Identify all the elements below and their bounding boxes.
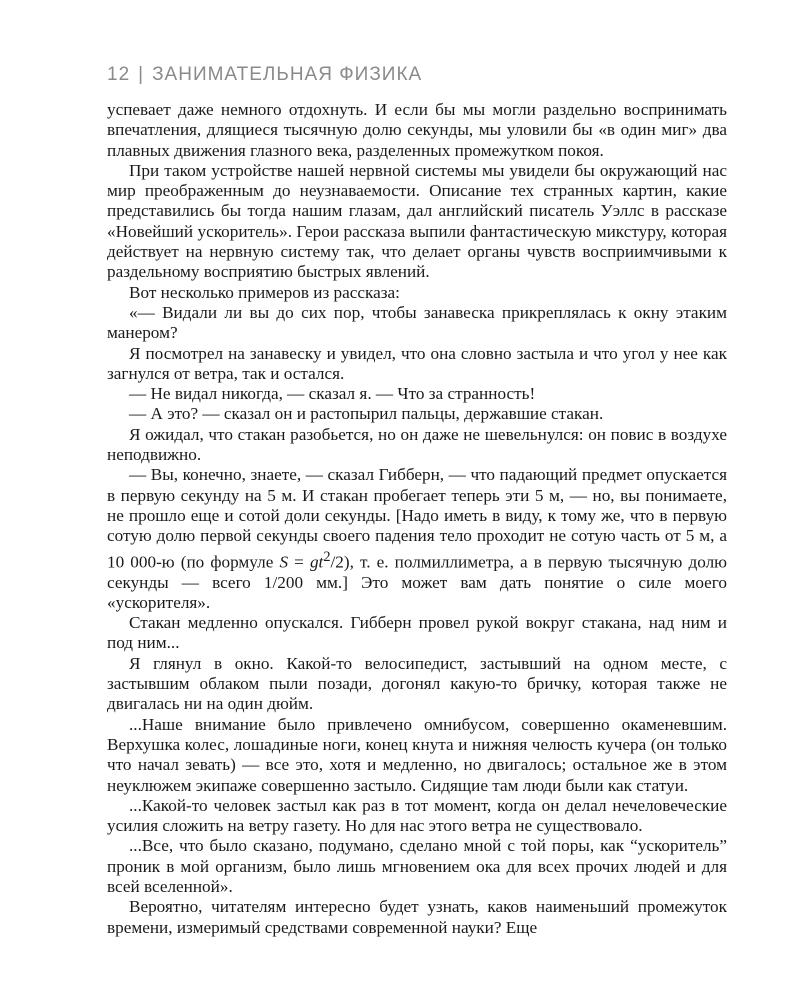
formula-divisor: /2 [330, 552, 344, 572]
formula-variable-s: S [279, 552, 289, 572]
quote-paragraph: «— Видали ли вы до сих пор, чтобы занавеска прикреплялась к окну этаким манером? [107, 302, 727, 343]
quote-paragraph: — А это? — сказал он и растопырил пальцы, державшие стакан. [129, 404, 604, 424]
quote-paragraph: Я глянул в окно. Какой-то велосипедист, застывший на одном месте, с застывшим облаком пыли позади, догонял какую-то бричку, которая также не двигалась ни на один дюйм. [107, 653, 727, 714]
formula-exponent: 2 [323, 548, 331, 565]
formula-equals: = [288, 552, 310, 572]
paragraph: успевает даже немного отдохнуть. И если бы мы могли раздельно воспринимать впечатления, длящиеся тысячную долю секунды, мы уловили бы «в один миг» два плавных движения глазного века, разделенных промежутком покоя. [107, 100, 727, 160]
header-separator: | [138, 64, 145, 85]
text-run: — Вы, конечно, знаете, — сказал Гибберн, — что падающий предмет опускается в первую секунду на 5 м. И стакан пробегает теперь эти 5 м, — но, вы понимаете, не прошло еще и сотой доли секунды. [Надо иметь в виду, к тому же, что в первую сотую долю первой секунды своего падения тело проходит не сотую часть от 5 м, а 10 000-ю (по формуле [107, 465, 727, 572]
quote-paragraph: Стакан медленно опускался. Гибберн провел рукой вокруг стакана, над ним и под ним... [107, 613, 727, 653]
quote-paragraph-with-formula [107, 465, 727, 613]
paragraph: При таком устройстве нашей нервной системы мы увидели бы окружающий нас мир преображенным до неузнаваемости. Описание тех странных картин, какие представились бы тогда нашим глазам, дал английский писатель Уэллс в рассказе «Новейший ускоритель». Герои рассказа выпили фантастическую микстуру, которая действует на нервную систему так, что делает органы чувств восприимчивыми к раздельному восприятию быстрых явлений. [107, 160, 727, 282]
quote-paragraph: ...Наше внимание было привлечено омнибусом, совершенно окаменевшим. Верхушка колес, лошадиные ноги, конец кнута и нижняя челюсть кучера (он только что начал зевать) — все это, хотя и медленно, но двигалось; остальное же в этом неуклюжем экипаже совершенно застыло. Сидящие там люди были как статуи. [107, 714, 727, 795]
book-title: ЗАНИМАТЕЛЬНАЯ ФИЗИКА [152, 64, 423, 85]
quote-paragraph: ...Какой-то человек застыл как раз в тот момент, когда он делал нечеловеческие усилия сложить на ветру газету. Но для нас этого ветра не существовало. [107, 795, 727, 836]
paragraph: Вероятно, читателям интересно будет узнать, каков наименьший промежуток времени, измеримый средствами современной науки? Еще [107, 897, 727, 937]
paragraph: Вот несколько примеров из рассказа: [129, 282, 400, 302]
quote-paragraph: — Не видал никогда, — сказал я. — Что за странность! [129, 384, 536, 404]
body-text [107, 100, 727, 938]
text-run: ), т. е. полмиллиметра, а в первую тысячную долю секунды — всего 1/200 мм.] Это может вам дать понятие о силе моего «ускорителя». [107, 552, 727, 612]
running-header [107, 64, 422, 86]
quote-paragraph: ...Все, что было сказано, подумано, сделано мной с той поры, как “ускоритель” проник в мой организм, было лишь мгновением ока для всех прочих людей и для всей вселенной». [107, 836, 727, 897]
quote-paragraph: Я посмотрел на занавеску и увидел, что она словно застыла и что угол у нее как загнулся от ветра, так и остался. [107, 343, 727, 383]
quote-paragraph: Я ожидал, что стакан разобьется, но он даже не шевельнулся: он повис в воздухе неподвижно. [107, 424, 727, 465]
formula-gt: gt [309, 552, 324, 572]
page-number: 12 [107, 64, 131, 85]
